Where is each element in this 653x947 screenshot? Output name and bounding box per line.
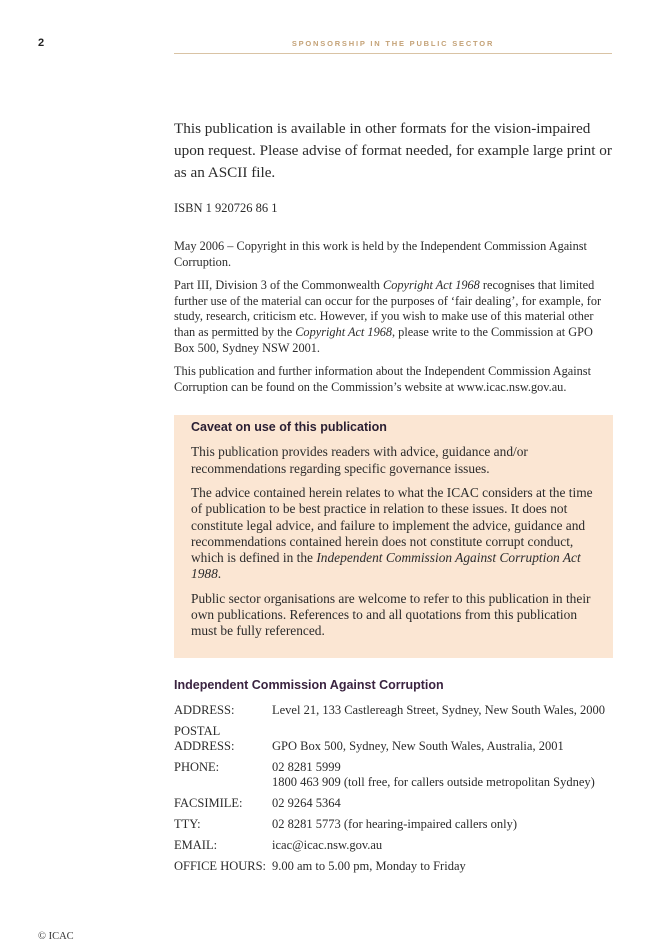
phone-values bbox=[272, 760, 612, 790]
fax-label: FACSIMILE: bbox=[174, 795, 243, 810]
isbn: ISBN 1 920726 86 1 bbox=[174, 201, 278, 215]
contact-row-address bbox=[174, 703, 612, 718]
caveat-paragraph-3: Public sector organisations are welcome to refer to this publication in their own publications. References to and all quotations from this publication must be fully referenced. bbox=[191, 590, 591, 639]
contact-row-email bbox=[174, 838, 612, 853]
tty-label: TTY: bbox=[174, 816, 201, 831]
footer-copyright: © ICAC bbox=[38, 931, 74, 942]
running-head: SPONSORSHIP IN THE PUBLIC SECTOR bbox=[291, 39, 495, 48]
copyright-act-text-2: recognises that limited further use of the material can occur for the purposes of ‘fair dealing’, for example, for study, research, criticism etc. However, if you wish to make use of this material other than as permitted by the bbox=[174, 278, 602, 339]
contact-row-phone bbox=[174, 760, 612, 790]
copyright-act-title-1: Copyright Act 1968 bbox=[383, 278, 480, 293]
phone-number-2: 1800 463 909 (toll free, for callers outside metropolitan Sydney) bbox=[272, 774, 595, 789]
icac-heading: Independent Commission Against Corruption bbox=[174, 677, 444, 692]
caveat-paragraph-2 bbox=[191, 485, 596, 583]
caveat-title: Caveat on use of this publication bbox=[191, 420, 387, 435]
email-value: icac@icac.nsw.gov.au bbox=[272, 837, 383, 852]
copyright-act-paragraph bbox=[174, 278, 612, 356]
postal-label-line-1: POSTAL bbox=[174, 723, 221, 738]
contact-details bbox=[174, 703, 612, 874]
caveat-paragraph-1: This publication provides readers with advice, guidance and/or recommendations regarding specific governance issues. bbox=[191, 444, 528, 476]
copyright-statement: May 2006 – Copyright in this work is held by the Independent Commission Against Corruption. bbox=[174, 239, 587, 269]
website-note: This publication and further information about the Independent Commission Against Corruption can be found on the Commission’s website at www.icac.nsw.gov.au. bbox=[174, 364, 591, 394]
caveat-box bbox=[174, 415, 613, 657]
phone-label: PHONE: bbox=[174, 759, 220, 774]
main-content bbox=[174, 118, 612, 880]
email-label: EMAIL: bbox=[174, 837, 218, 852]
tty-value: 02 8281 5773 (for hearing-impaired callers only) bbox=[272, 816, 518, 831]
caveat-p2-text-1: The advice contained herein relates to what the ICAC considers at the time of publication to be best practice in relation to these issues. It does not constitute legal advice, and failure to implement the advice, guidance and recommendations contained herein does not constitute corrupt conduct, which is defined in the bbox=[191, 484, 593, 566]
contact-row-fax bbox=[174, 796, 612, 811]
copyright-act-title-2: Copyright Act 1968 bbox=[295, 324, 393, 339]
contact-row-postal bbox=[174, 724, 612, 754]
phone-number-1: 02 8281 5999 bbox=[272, 759, 341, 774]
postal-label bbox=[174, 724, 272, 754]
contact-row-tty bbox=[174, 817, 612, 832]
hours-value: 9.00 am to 5.00 pm, Monday to Friday bbox=[272, 858, 466, 873]
availability-note: This publication is available in other formats for the vision-impaired upon request. Please advise of format needed, for example large print or as an ASCII file. bbox=[174, 120, 612, 181]
header-rule bbox=[174, 53, 612, 54]
copyright-act-text-1: Part III, Division 3 of the Commonwealth bbox=[174, 278, 384, 293]
caveat-p2-text-2: . bbox=[217, 566, 222, 582]
postal-label-line-2: ADDRESS: bbox=[174, 738, 235, 753]
fax-value: 02 9264 5364 bbox=[272, 795, 341, 810]
hours-label: OFFICE HOURS: bbox=[174, 858, 267, 873]
address-label: ADDRESS: bbox=[174, 702, 235, 717]
contact-row-hours bbox=[174, 859, 612, 874]
caveat-p2-act-title: Independent Commission Against Corruption Act 1988 bbox=[191, 550, 581, 582]
postal-value: GPO Box 500, Sydney, New South Wales, Australia, 2001 bbox=[272, 738, 564, 753]
copyright-act-text-3: , please write to the Commission at GPO Box 500, Sydney NSW 2001. bbox=[174, 324, 593, 355]
page-number: 2 bbox=[38, 37, 45, 49]
address-value: Level 21, 133 Castlereagh Street, Sydney, New South Wales, 2000 bbox=[272, 702, 605, 717]
